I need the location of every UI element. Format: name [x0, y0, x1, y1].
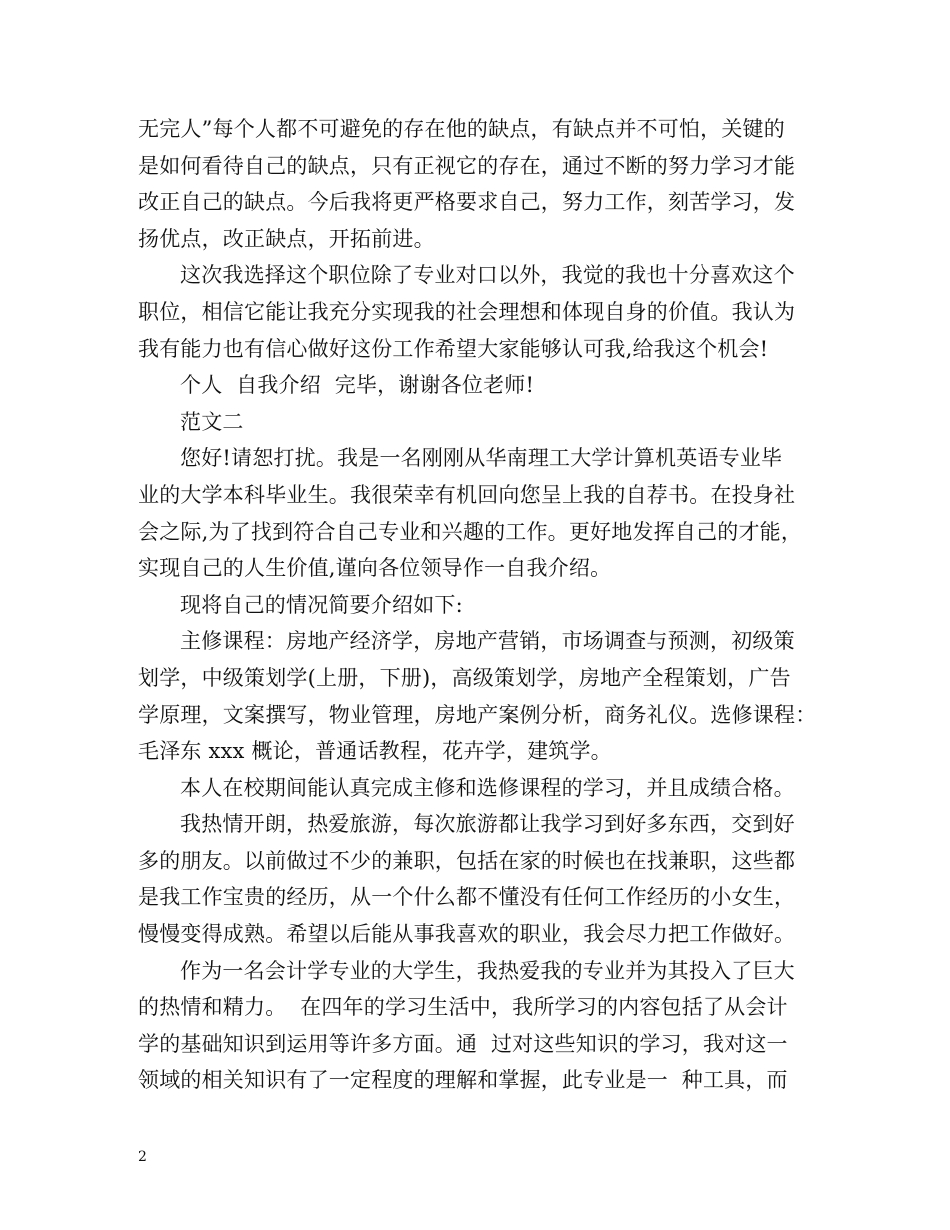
- text-line-21: 多的朋友。以前做过不少的兼职，包括在家的时候也在找兼职，这些都: [138, 848, 796, 873]
- text-line-13: 实现自己的人生价值,谨向各位领导作一自我介绍。: [138, 556, 612, 581]
- text-line-19: 本人在校期间能认真完成主修和选修课程的学习，并且成绩合格。: [180, 775, 795, 800]
- text-line-5: 这次我选择这个职位除了专业对口以外，我觉的我也十分喜欢这个: [180, 263, 795, 288]
- text-line-27: 领域的相关知识有了一定程度的理解和掌握，此专业是一 种工具，而: [138, 1068, 788, 1093]
- text-line-18: 毛泽东 xxx 概论，普通话教程，花卉学，建筑学。: [138, 739, 612, 764]
- text-line-17: 学原理，文案撰写，物业管理，房地产案例分析，商务礼仪。选修课程：: [138, 702, 817, 727]
- document-body: [138, 111, 828, 1099]
- text-line-7: 我有能力也有信心做好这份工作希望大家能够认可我,给我这个机会!: [138, 336, 769, 361]
- text-line-12: 会之际,为了找到符合自己专业和兴趣的工作。更好地发挥自己的才能，: [138, 519, 803, 544]
- text-line-1: 无完人”每个人都不可避免的存在他的缺点，有缺点并不可怕，关键的: [138, 117, 785, 141]
- page-number: 2: [138, 1149, 147, 1165]
- text-line-2: 是如何看待自己的缺点，只有正视它的存在，通过不断的努力学习才能: [138, 153, 796, 178]
- text-line-20: 我热情开朗，热爱旅游，每次旅游都让我学习到好多东西，交到好: [180, 812, 795, 837]
- text-line-25: 的热情和精力。 在四年的学习生活中，我所学习的内容包括了从会计: [138, 995, 788, 1020]
- text-line-10: 您好!请恕打扰。我是一名刚刚从华南理工大学计算机英语专业毕: [180, 446, 783, 471]
- text-line-14: 现将自己的情况简要介绍如下:: [180, 592, 463, 617]
- text-line-24: 作为一名会计学专业的大学生，我热爱我的专业并为其投入了巨大: [180, 958, 795, 983]
- text-line-11: 业的大学本科毕业生。我很荣幸有机回向您呈上我的自荐书。在投身社: [138, 482, 796, 507]
- text-line-26: 学的基础知识到运用等许多方面。通 过对这些知识的学习，我对这一: [138, 1031, 788, 1056]
- text-line-15: 主修课程：房地产经济学，房地产营销，市场调查与预测，初级策: [180, 629, 795, 654]
- text-line-3: 改正自己的缺点。今后我将更严格要求自己，努力工作，刻苦学习，发: [138, 190, 796, 215]
- text-line-4: 扬优点，改正缺点，开拓前进。: [138, 226, 435, 251]
- text-line-23: 慢慢变得成熟。希望以后能从事我喜欢的职业，我会尽力把工作做好。: [138, 922, 796, 947]
- text-line-6: 职位，相信它能让我充分实现我的社会理想和体现自身的价值。我认为: [138, 299, 796, 324]
- section-heading: 范文二: [180, 409, 244, 434]
- text-line-22: 是我工作宝贵的经历，从一个什么都不懂没有任何工作经历的小女生，: [138, 885, 796, 910]
- text-line-8: 个人 自我介绍 完毕，谢谢各位老师!: [180, 373, 535, 398]
- text-line-16: 划学，中级策划学(上册，下册)，高级策划学，房地产全程策划，广告: [138, 665, 791, 690]
